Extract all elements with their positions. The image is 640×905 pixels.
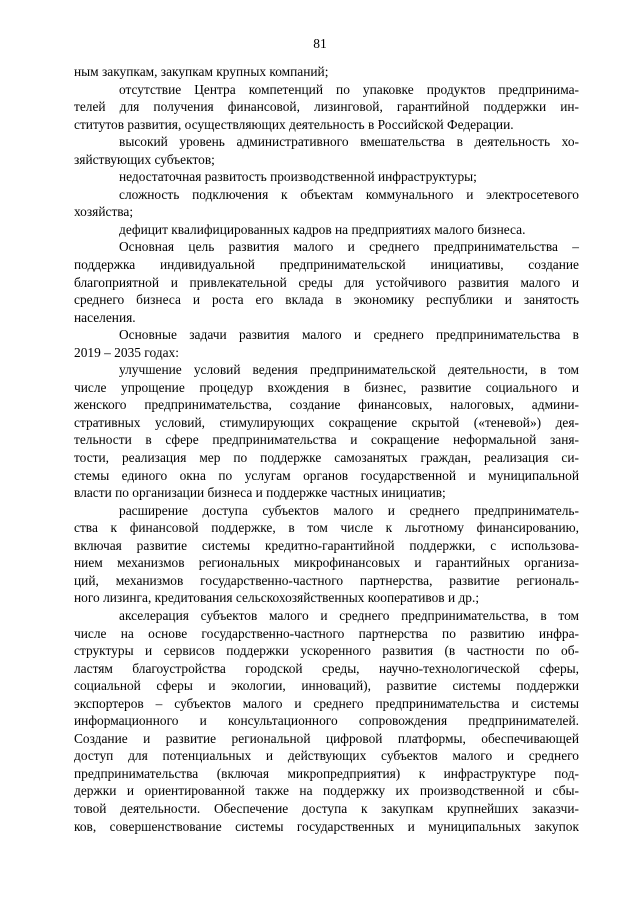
- text-line: акселерация субъектов малого и среднего предпринимательства, в том: [119, 607, 579, 623]
- text-line: ного лизинга, кредитования сельскохозяйственных кооперативов и др.;: [74, 590, 480, 606]
- body-text: [74, 63, 579, 835]
- text-line: населения.: [74, 309, 136, 325]
- text-line: ства к финансовой поддержке, в том числе к льготному финансированию,: [74, 520, 579, 536]
- text-line: высокий уровень административного вмешательства в деятельность хо-: [119, 134, 579, 150]
- text-line: улучшение условий ведения предпринимательской деятельности, в том: [119, 362, 579, 378]
- text-line: телей для получения финансовой, лизинговой, гарантийной поддержки ин-: [74, 99, 579, 115]
- text-line: нием механизмов региональных микрофинансовых и гарантийных организа-: [74, 555, 579, 571]
- text-line: хозяйства;: [74, 204, 134, 220]
- text-line: среднего бизнеса и роста его вклада в экономику республики и занятость: [74, 292, 579, 308]
- text-line: Основные задачи развития малого и среднего предпринимательства в: [119, 327, 579, 343]
- text-line: структуры и сервисов поддержки ускоренного развития (в частности по об-: [74, 643, 579, 659]
- text-line: отсутствие Центра компетенций по упаковке продуктов предпринима-: [119, 81, 579, 97]
- text-line: информационного и консультационного сопровождения предпринимателей.: [74, 713, 579, 729]
- text-line: предпринимательства (включая микропредприятия) к инфраструктуре под-: [74, 765, 579, 781]
- text-line: ститутов развития, осуществляющих деятельность в Российской Федерации.: [74, 116, 514, 132]
- text-line: женского предпринимательства, создание финансовых, налоговых, админи-: [74, 397, 579, 413]
- text-line: недостаточная развитость производственной инфраструктуры;: [119, 169, 477, 185]
- text-line: числе упрощение процедур вхождения в бизнес, развитие социального и: [74, 379, 579, 395]
- text-line: 2019 – 2035 годах:: [74, 344, 179, 360]
- text-line: ков, совершенствование системы государственных и муниципальных закупок: [74, 818, 579, 834]
- text-line: стративных условий, стимулирующих сокращение скрытой («теневой») дея-: [74, 414, 579, 430]
- text-line: Основная цель развития малого и среднего предпринимательства –: [119, 239, 579, 255]
- text-line: расширение доступа субъектов малого и среднего предприниматель-: [119, 502, 579, 518]
- page-number: 81: [313, 36, 327, 51]
- text-line: держки и ориентированной также на поддержку их производственной и сбы-: [74, 783, 579, 799]
- text-line: власти по организации бизнеса и поддержке частных инициатив;: [74, 485, 446, 501]
- text-line: благоприятной и привлекательной среды для устойчивого развития малого и: [74, 274, 579, 290]
- text-line: товой деятельности. Обеспечение доступа к закупкам крупнейших заказчи-: [74, 800, 579, 816]
- text-line: социальной сферы и экологии, инноваций), развитие системы поддержки: [74, 678, 579, 694]
- text-line: ций, механизмов государственно-частного партнерства, развитие региональ-: [74, 572, 579, 588]
- text-line: сложность подключения к объектам коммунального и электросетевого: [119, 186, 579, 202]
- text-line: экспортеров – субъектов малого и среднего предпринимательства и системы: [74, 695, 579, 711]
- text-line: ластям благоустройства городской среды, научно-технологической сферы,: [74, 660, 579, 676]
- text-line: зяйствующих субъектов;: [74, 151, 215, 167]
- text-line: поддержка индивидуальной предпринимательской инициативы, создание: [74, 257, 579, 273]
- text-line: числе на основе государственно-частного партнерства по развитию инфра-: [74, 625, 579, 641]
- text-line: включая развитие системы кредитно-гарантийной поддержки, с использова-: [74, 537, 579, 553]
- text-line: стемы единого окна по услугам органов государственной и муниципальной: [74, 467, 579, 483]
- text-line: дефицит квалифицированных кадров на предприятиях малого бизнеса.: [119, 221, 526, 237]
- text-line: ным закупкам, закупкам крупных компаний;: [74, 64, 329, 79]
- text-line: тельности в сфере предпринимательства и сокращение неформальной заня-: [74, 432, 579, 448]
- text-line: тости, реализация мер по поддержке самозанятых граждан, реализация си-: [74, 450, 579, 466]
- text-line: доступ для потенциальных и действующих субъектов малого и среднего: [74, 748, 579, 764]
- text-line: Создание и развитие региональной цифровой платформы, обеспечивающей: [74, 730, 579, 746]
